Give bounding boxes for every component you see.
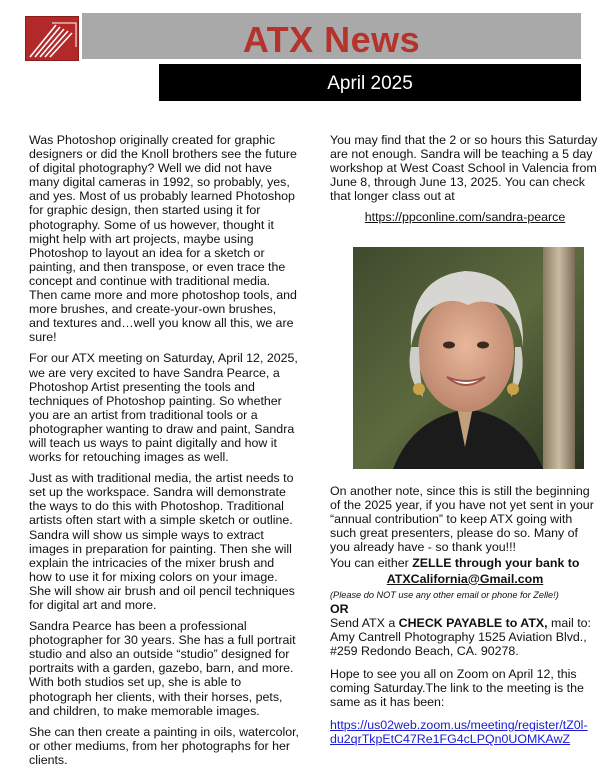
logo-swoosh-icon xyxy=(26,17,78,60)
right-column-lower xyxy=(330,484,600,747)
paragraph-painting-mediums: She can then create a painting in oils, watercolor, or other mediums, from her photographs for her clients. xyxy=(29,724,300,767)
right-column xyxy=(330,133,600,232)
paragraph-photoshop-history: Was Photoshop originally created for graphic designers or did the Knoll brothers see the future of digital photography? Well we did not have many digital cameras in 1992, so probably, yes, and yes. Most of us probably learned Photoshop for graphic design, then started using it for photography. Some of us however, thought it might help with art projects, maybe using Photoshop to layout an idea for a sketch or painting, and then transpose, or even trace the concept and continue with traditional media. Then came more and more photoshop tools, and more brushes, and create-your-own brushes, and textures and…well you know all this, we are sure! xyxy=(29,133,297,345)
paragraph-workspace: Just as with traditional media, the artist needs to set up the workspace. Sandra will demonstrate the ways to do this with Photoshop. Traditional artists often start with a simple sketch or outline. Sandra will show us simple ways to extract images in preparation for painting. Then she will explain the intricacies of the mixer brush and how to use it for mixing colors on your image. She will show air brush and oil pencil techniques for digital art and more. xyxy=(29,471,295,612)
zoom-link[interactable]: https://us02web.zoom.us/meeting/register/tZ0l-du2qrTkpEtC47Re1FG4cLPQn0UOMKAwZ xyxy=(330,718,588,747)
paragraph-workshop: You may find that the 2 or so hours this Saturday are not enough. Sandra will be teaching a 5 day workshop at West Coast School in Valencia from June 8, through June 13, 2025. You can check that longer class out at xyxy=(330,133,598,204)
workshop-link[interactable]: https://ppconline.com/sandra-pearce xyxy=(364,210,566,225)
zelle-prefix: You can either xyxy=(330,556,413,571)
paragraph-presenter-bio: Sandra Pearce has been a professional photographer for 30 years. She has a full portrait studio and also an outside “studio” designed for portraits with a garden, gazebo, barn, and more. With both studios set up, she is able to photograph her clients, with their horses, pets, and children, to make memorable images. xyxy=(29,619,296,718)
or-label: OR xyxy=(330,601,349,616)
paragraph-annual-contribution: On another note, since this is still the beginning of the 2025 year, if you have not yet sent in your “annual contribution” to keep ATX going with such great presenters, please do so. Many of you already have - so thank you!!! xyxy=(330,484,594,555)
check-instruction: CHECK PAYABLE to ATX, xyxy=(398,615,548,630)
zelle-email[interactable]: ATXCalifornia@Gmail.com xyxy=(386,571,544,586)
atx-logo xyxy=(25,16,79,61)
zelle-note: (Please do NOT use any other email or phone for Zelle!) xyxy=(330,589,559,600)
paragraph-meeting-announcement: For our ATX meeting on Saturday, April 12, 2025, we are very excited to have Sandra Pearce, a Photoshop Artist presenting the tools and techniques of Photoshop painting. So whether you are an artist from traditional tools or a photographer wanting to draw and paint, Sandra will teach us ways to paint digitally and how it works for retouching images as well. xyxy=(29,351,298,465)
paragraph-zoom-invite: Hope to see you all on Zoom on April 12, this coming Saturday.The link to the meeting is the same as it has been: xyxy=(330,667,584,710)
zelle-instruction: ZELLE through your bank to xyxy=(412,556,580,571)
presenter-portrait xyxy=(353,247,584,469)
newsletter-title: ATX News xyxy=(242,19,421,60)
mailing-address: Amy Cantrell Photography 1525 Aviation Blvd., #259 Redondo Beach, CA. 90278. xyxy=(330,629,587,658)
check-suffix: mail to: xyxy=(547,615,591,630)
check-prefix: Send ATX a xyxy=(330,615,399,630)
issue-date: April 2025 xyxy=(159,64,581,101)
left-column xyxy=(29,133,299,774)
